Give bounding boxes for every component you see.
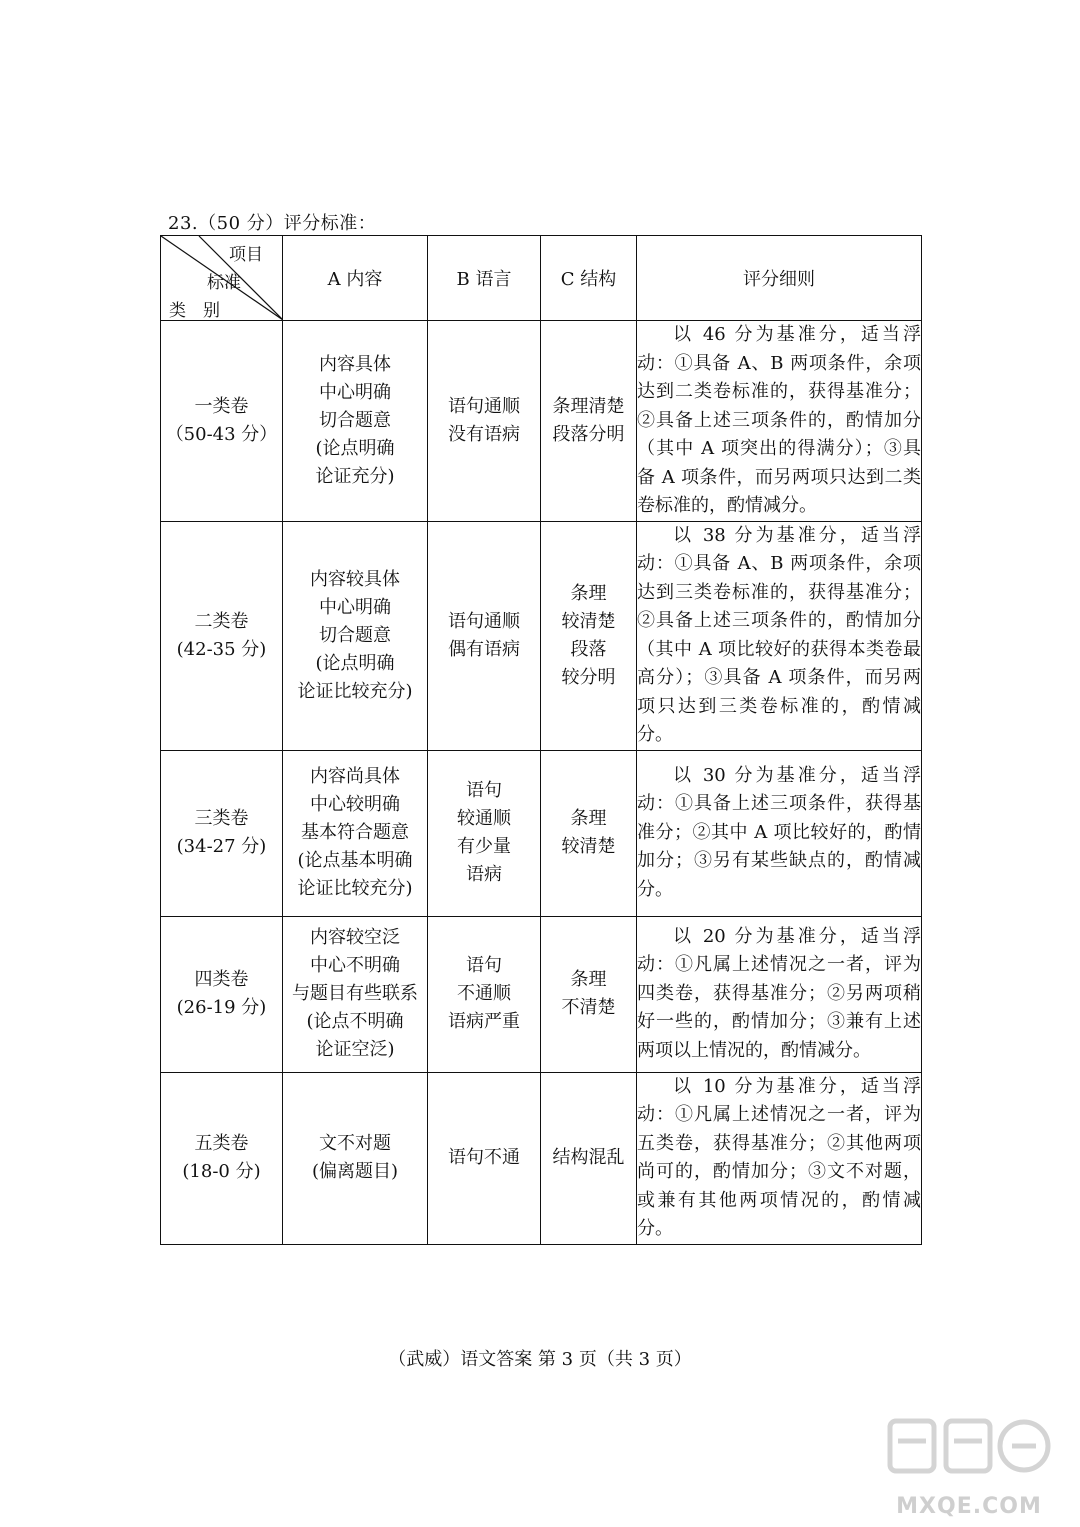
category-cell <box>161 321 283 522</box>
structure-cell-line: 条理 <box>570 969 607 990</box>
content-cell-line: 切合题意 <box>319 409 391 431</box>
language-cell-line: 语句 <box>466 780 502 801</box>
structure-cell <box>541 916 637 1072</box>
detail-cell <box>637 916 922 1072</box>
content-cell-line: 中心明确 <box>319 596 391 618</box>
structure-cell-line: 段落分明 <box>552 423 625 445</box>
category-cell <box>161 1072 283 1244</box>
content-cell <box>283 1072 428 1244</box>
structure-cell-line: 条理 <box>570 582 607 604</box>
content-cell <box>283 750 428 916</box>
language-cell <box>428 750 541 916</box>
structure-cell <box>541 521 637 750</box>
rubric-body <box>161 321 922 1245</box>
table-row <box>161 521 922 750</box>
detail-text: 以 20 分为基准分，适当浮动：①凡属上述情况之一者，评为四类卷，获得基准分；②另两项稍好一些的，酌情加分；③兼有上述两项以上情况的，酌情减分。 <box>637 925 921 1061</box>
content-cell-line: 内容较空泛 <box>310 927 400 948</box>
category-cell-line: (26-19 分) <box>176 997 267 1018</box>
table-header-row <box>161 236 922 321</box>
structure-cell-line: 较清楚 <box>561 610 616 632</box>
language-cell <box>428 1072 541 1244</box>
corner-label-item: 项目 <box>229 245 263 265</box>
structure-cell <box>541 750 637 916</box>
language-cell-line: 有少量 <box>457 836 511 857</box>
category-cell-line: (34-27 分) <box>176 836 267 857</box>
content-cell-line: (偏离题目) <box>311 1161 399 1182</box>
category-cell-line: (42-35 分) <box>176 638 267 660</box>
content-cell-line: (论点明确 <box>315 652 395 674</box>
content-cell <box>283 521 428 750</box>
language-cell-line: 语病严重 <box>448 1011 520 1032</box>
question-heading: 23.（50 分）评分标准： <box>168 213 377 234</box>
detail-text: 以 46 分为基准分，适当浮动：①具备 A、B 两项条件，余项达到二类卷标准的，获得基准分；②具备上述三项条件的，酌情加分（其中 A 项突出的得满分）；③具备 A 项条件，而另两项只达到二类卷标准的，酌情减分。 <box>637 324 921 516</box>
watermark-logo-icon <box>884 1411 1054 1491</box>
content-cell-line: 内容具体 <box>319 353 391 375</box>
header-structure: C 结构 <box>541 236 637 321</box>
content-cell-line: 中心不明确 <box>310 955 400 976</box>
structure-cell <box>541 321 637 522</box>
detail-text: 以 10 分为基准分，适当浮动：①凡属上述情况之一者，评为五类卷，获得基准分；②其他两项尚可的，酌情加分；③文不对题，或兼有其他两项情况的，酌情减分。 <box>637 1075 921 1239</box>
language-cell-line: 不通顺 <box>457 983 511 1004</box>
language-cell-line: 语句通顺 <box>448 395 520 417</box>
content-cell-line: (论点基本明确 <box>297 850 413 871</box>
content-cell-line: 论证空泛) <box>315 1039 395 1060</box>
category-cell-line: 一类卷 <box>194 395 249 417</box>
content-cell-line: 中心较明确 <box>310 794 400 815</box>
header-content: A 内容 <box>283 236 428 321</box>
category-cell-line: 二类卷 <box>194 610 249 632</box>
content-cell-line: 论证比较充分) <box>297 680 413 702</box>
watermark-logo <box>884 1411 1054 1519</box>
detail-cell <box>637 750 922 916</box>
structure-cell-line: 条理 <box>570 808 607 829</box>
content-cell-line: 基本符合题意 <box>301 822 409 843</box>
structure-cell-line: 段落 <box>570 638 607 660</box>
category-cell <box>161 916 283 1072</box>
category-cell-line: 五类卷 <box>194 1133 249 1154</box>
structure-cell-line: 不清楚 <box>561 997 616 1018</box>
language-cell-line: 语句 <box>466 955 502 976</box>
detail-cell <box>637 321 922 522</box>
content-cell-line: (论点不明确 <box>306 1011 404 1032</box>
content-cell-line: (论点明确 <box>315 437 395 459</box>
category-cell <box>161 521 283 750</box>
diagonal-header-cell <box>161 236 283 321</box>
language-cell-line: 较通顺 <box>457 808 511 829</box>
language-cell-line: 偶有语病 <box>448 638 520 660</box>
language-cell <box>428 521 541 750</box>
detail-cell <box>637 521 922 750</box>
language-cell-line: 语病 <box>466 864 502 885</box>
structure-cell <box>541 1072 637 1244</box>
category-cell-line: 四类卷 <box>194 969 249 990</box>
content-cell <box>283 916 428 1072</box>
header-detail: 评分细则 <box>637 236 922 321</box>
table-row <box>161 321 922 522</box>
content-cell-line: 内容尚具体 <box>310 766 400 787</box>
detail-cell <box>637 1072 922 1244</box>
detail-text: 以 38 分为基准分，适当浮动：①具备 A、B 两项条件，余项达到三类卷标准的，获得基准分；②具备上述三项条件的，酌情加分（其中 A 项比较好的获得本类卷最高分）；③具备 A 项条件，而另两项只达到三类卷标准的，酌情减分。 <box>637 524 921 745</box>
table-row <box>161 916 922 1072</box>
table-row <box>161 1072 922 1244</box>
content-cell-line: 文不对题 <box>319 1133 391 1154</box>
category-cell <box>161 750 283 916</box>
language-cell-line: 语句通顺 <box>448 610 520 632</box>
structure-cell-line: 结构混乱 <box>552 1147 625 1168</box>
content-cell-line: 论证比较充分) <box>297 878 413 899</box>
corner-label-category: 类 别 <box>169 301 220 321</box>
content-cell <box>283 321 428 522</box>
table-row <box>161 750 922 916</box>
content-cell-line: 论证充分) <box>315 465 395 487</box>
header-language: B 语言 <box>428 236 541 321</box>
content-cell-line: 与题目有些联系 <box>292 983 418 1004</box>
structure-cell-line: 较分明 <box>561 666 616 688</box>
page-footer: （武威）语文答案 第 3 页（共 3 页） <box>388 1349 692 1370</box>
category-cell-line: (18-0 分) <box>182 1161 261 1182</box>
detail-text: 以 30 分为基准分，适当浮动：①具备上述三项条件，获得基准分；②其中 A 项比较好的，酌情加分；③另有某些缺点的，酌情减分。 <box>637 764 921 900</box>
language-cell <box>428 916 541 1072</box>
category-cell-line: 三类卷 <box>194 808 249 829</box>
watermark-url: MXQE.COM <box>896 1494 1042 1519</box>
content-cell-line: 中心明确 <box>319 381 391 403</box>
language-cell <box>428 321 541 522</box>
category-cell-line: （50-43 分） <box>165 423 278 445</box>
content-cell-line: 内容较具体 <box>310 568 400 590</box>
language-cell-line: 语句不通 <box>448 1147 520 1168</box>
scoring-rubric-table <box>160 235 922 1245</box>
corner-label-standard: 标准 <box>207 273 241 293</box>
content-cell-line: 切合题意 <box>319 624 391 646</box>
structure-cell-line: 较清楚 <box>561 836 616 857</box>
structure-cell-line: 条理清楚 <box>552 395 625 417</box>
language-cell-line: 没有语病 <box>448 423 520 445</box>
